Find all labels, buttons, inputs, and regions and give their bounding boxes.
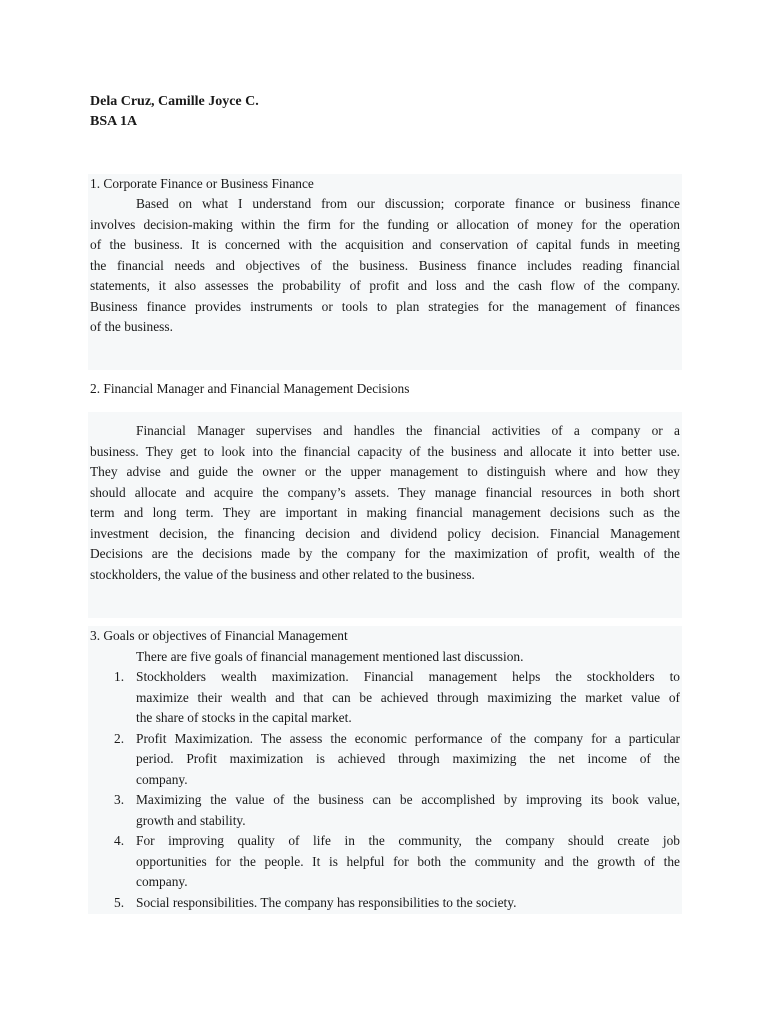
list-item-line: period. Profit maximization is achieved through maximizing the net income of the [136, 751, 680, 766]
list-item-line: For improving quality of life in the community, the company should create job [136, 833, 680, 848]
course-label: BSA 1A [90, 114, 138, 129]
list-item-line: company. [136, 771, 188, 787]
list-item-number: 3. [114, 792, 125, 807]
section-1-line: Business finance provides instruments or tools to plan strategies for the management of finances [90, 298, 680, 314]
section-2-line: They advise and guide the owner or the upper management to distinguish where and how they [90, 464, 680, 479]
list-item-number: 2. [114, 730, 125, 746]
list-item-line: Profit Maximization. The assess the economic performance of the company for a particular [136, 730, 680, 746]
list-item-line: Maximizing the value of the business can be accomplished by improving its book value, [136, 792, 680, 807]
list-item-number: 1. [114, 669, 125, 684]
list-item-line: Stockholders wealth maximization. Financial management helps the stockholders to [136, 669, 680, 684]
section-2-heading: 2. Financial Manager and Financial Management Decisions [90, 381, 410, 396]
list-item-number: 4. [114, 833, 125, 848]
section-2-line: should allocate and acquire the company’s assets. They manage financial resources in both short [90, 484, 680, 500]
section-2-line: term and long term. They are important in making financial management decisions such as the [90, 505, 680, 520]
list-item-line: growth and stability. [136, 812, 246, 828]
list-item-number: 5. [114, 894, 125, 910]
section-1-line: involves decision-making within the firm for the funding or allocation of money for the operation [90, 216, 680, 232]
section-3-intro: There are five goals of financial management mentioned last discussion. [136, 648, 524, 664]
section-1-line: of the business. It is concerned with the acquisition and conservation of capital funds in meeting [90, 237, 680, 252]
author-name: Dela Cruz, Camille Joyce C. [90, 94, 259, 109]
section-2-line: investment decision, the financing decision and dividend policy decision. Financial Management [90, 525, 680, 541]
list-item-line: the share of stocks in the capital market. [136, 710, 352, 725]
section-2-line: Decisions are the decisions made by the company for the maximization of profit, wealth of the [90, 546, 680, 561]
section-1-line: the financial needs and objectives of the business. Business finance includes reading financial [90, 257, 680, 273]
list-item-line: maximize their wealth and that can be achieved through maximizing the market value of [136, 689, 680, 705]
list-item-line: Social responsibilities. The company has responsibilities to the society. [136, 894, 517, 910]
section-1-line: of the business. [90, 319, 173, 334]
section-1-line: Based on what I understand from our discussion; corporate finance or business finance [136, 196, 680, 211]
section-2-line: stockholders, the value of the business and other related to the business. [90, 566, 475, 582]
list-item-line: opportunities for the people. It is helpful for both the community and the growth of the [136, 853, 680, 869]
section-1-heading: 1. Corporate Finance or Business Finance [90, 176, 314, 191]
list-item-line: company. [136, 874, 188, 889]
section-3-heading: 3. Goals or objectives of Financial Management [90, 628, 348, 643]
section-1-line: statements, it also assesses the probability of profit and loss and the cash flow of the company. [90, 278, 680, 293]
section-2-line: business. They get to look into the financial capacity of the business and allocate it into better use. [90, 443, 680, 459]
section-2-line: Financial Manager supervises and handles the financial activities of a company or a [136, 423, 680, 438]
